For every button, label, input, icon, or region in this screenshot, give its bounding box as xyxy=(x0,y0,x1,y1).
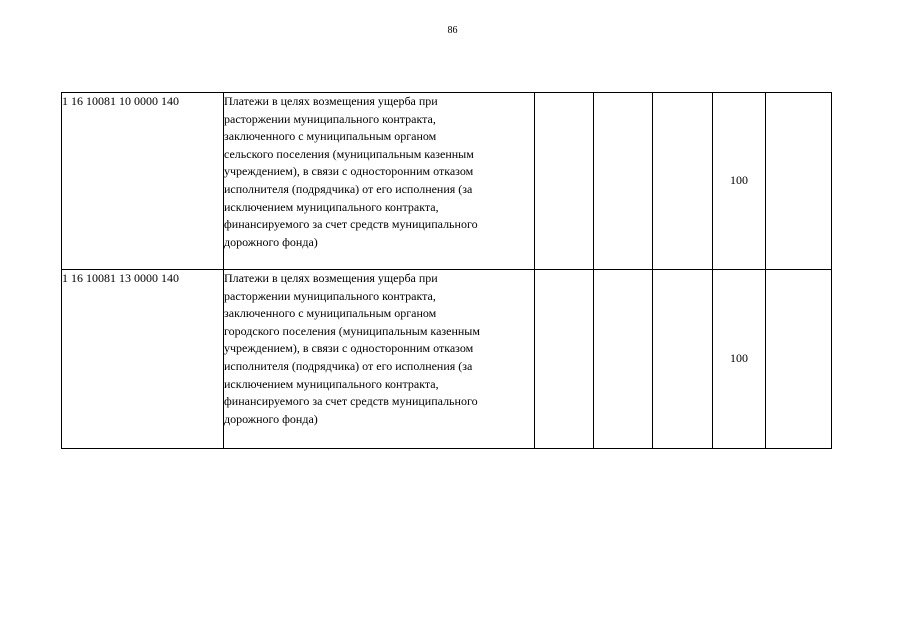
page-number: 86 xyxy=(447,25,458,36)
description-line: исключением муниципального контракта, xyxy=(224,376,439,391)
description-line: расторжении муниципального контракта, xyxy=(224,288,436,303)
description-line: заключенного с муниципальным органом xyxy=(224,129,437,144)
description-cell xyxy=(224,270,535,449)
value-cell xyxy=(766,270,832,449)
description-line: финансируемого за счет средств муниципального xyxy=(224,217,478,232)
description-line: Платежи в целях возмещения ущерба при xyxy=(224,271,438,285)
description-line: заключенного с муниципальным органом xyxy=(224,306,437,321)
value-cell xyxy=(535,270,594,449)
value-cell xyxy=(766,93,832,270)
description-line: исключением муниципального контракта, xyxy=(224,199,439,214)
description-line: расторжении муниципального контракта, xyxy=(224,111,436,126)
description-line: городского поселения (муниципальным казенным xyxy=(224,323,480,338)
description-line: исполнителя (подрядчика) от его исполнения (за xyxy=(224,181,473,196)
percent-cell: 100 xyxy=(713,270,766,449)
value-cell xyxy=(594,270,653,449)
description-line: финансируемого за счет средств муниципального xyxy=(224,394,478,409)
table-row xyxy=(62,93,832,270)
value-cell xyxy=(653,93,713,270)
budget-code-cell: 1 16 10081 10 0000 140 xyxy=(62,93,224,270)
description-line: Платежи в целях возмещения ущерба при xyxy=(224,94,438,108)
value-cell xyxy=(535,93,594,270)
value-cell xyxy=(594,93,653,270)
description-line: дорожного фонда) xyxy=(224,411,318,426)
budget-codes-table xyxy=(61,92,832,449)
description-line: сельского поселения (муниципальным казенным xyxy=(224,146,474,161)
description-line: учреждением), в связи с односторонним отказом xyxy=(224,341,474,356)
table-row xyxy=(62,270,832,449)
description-line: исполнителя (подрядчика) от его исполнения (за xyxy=(224,358,473,373)
description-line: дорожного фонда) xyxy=(224,234,318,249)
percent-cell: 100 xyxy=(713,93,766,270)
value-cell xyxy=(653,270,713,449)
budget-code-cell: 1 16 10081 13 0000 140 xyxy=(62,270,224,449)
description-line: учреждением), в связи с односторонним отказом xyxy=(224,164,474,179)
description-cell xyxy=(224,93,535,270)
